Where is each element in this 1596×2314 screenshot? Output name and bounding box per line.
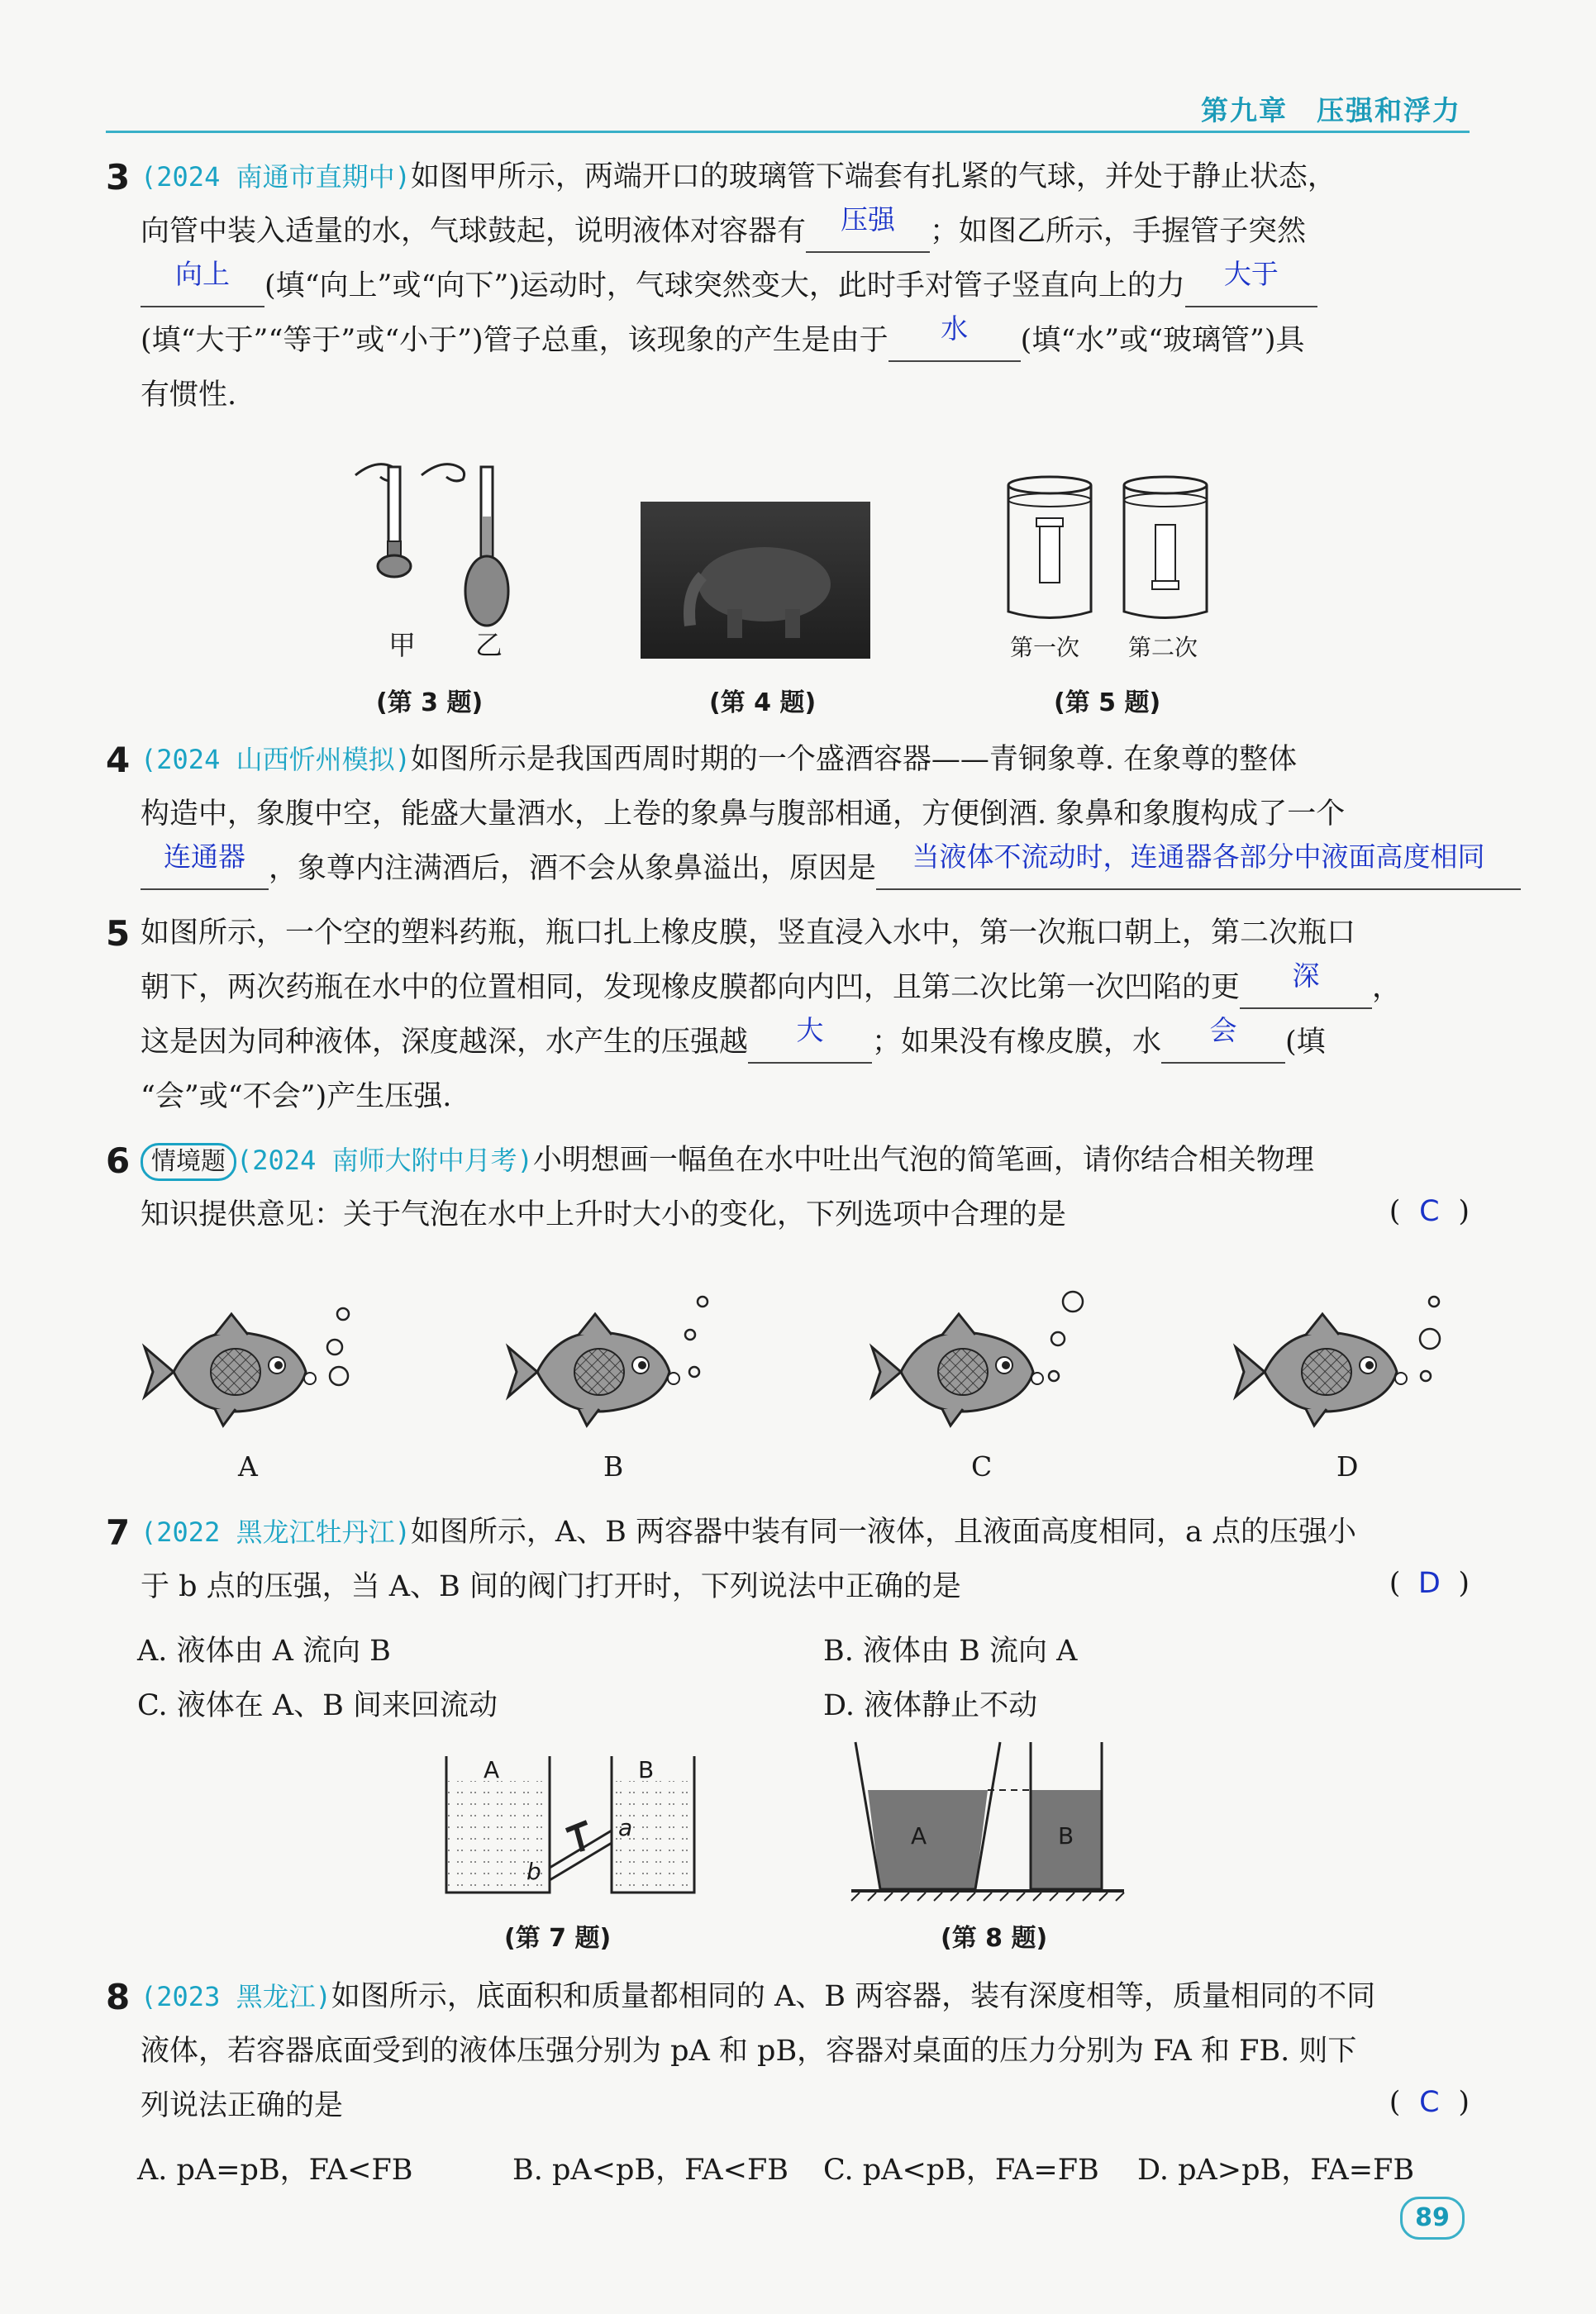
q8-option-b[interactable]: B. pA<pB，FA<FB — [512, 2154, 788, 2187]
figure-5-label-first: 第一次 — [1010, 634, 1080, 661]
q7-option-b[interactable]: B. 液体由 B 流向 A — [823, 1635, 1078, 1668]
medicine-bottle-up — [1036, 518, 1063, 583]
hand-icon — [355, 464, 465, 481]
answer-blank[interactable]: 水 — [889, 321, 1021, 362]
q8-source: (2023 黑龙江) — [141, 1981, 331, 2012]
figure-label-jia: 甲 — [388, 629, 416, 661]
q7-option-c[interactable]: C. 液体在 A、B 间来回流动 — [137, 1689, 498, 1722]
figure-label-yi: 乙 — [475, 629, 503, 661]
figure-7-caption: (第 7 题) — [504, 1924, 612, 1953]
q4-line1: (2024 山西忻州模拟)如图所示是我国西周时期的一个盛酒容器——青铜象尊. 在象尊的整体 — [141, 743, 1298, 776]
q8-option-a[interactable]: A. pA=pB，FA<FB — [137, 2154, 413, 2187]
q3-line1: (2024 南通市直期中)如图甲所示，两端开口的玻璃管下端套有扎紧的气球，并处于静止状态， — [141, 160, 1336, 193]
q8-option-c[interactable]: C. pA<pB，FA=FB — [823, 2154, 1099, 2187]
fish-option-c — [872, 1292, 1083, 1426]
q8-line3: 列说法正确的是 — [141, 2089, 344, 2122]
q7-option-a[interactable]: A. 液体由 A 流向 B — [137, 1635, 391, 1668]
answer-blank[interactable]: 压强 — [806, 212, 930, 253]
question-number: 6 — [106, 1140, 131, 1181]
q8-line1: (2023 黑龙江)如图所示，底面积和质量都相同的 A、B 两容器，装有深度相等，质量相同的不同 — [141, 1980, 1376, 2013]
figure-7-point-a: a — [618, 1814, 633, 1841]
figure-7-diagram — [442, 1752, 698, 1897]
chapter-title: 第九章 压强和浮力 — [1201, 94, 1461, 126]
figure-8-caption: (第 8 题) — [941, 1924, 1048, 1953]
figure-7-point-b: b — [526, 1858, 541, 1885]
q6-source: (2024 南师大附中月考) — [236, 1145, 533, 1176]
answer-blank[interactable]: 向上 — [141, 266, 264, 307]
figure-7-label-a: A — [484, 1756, 500, 1783]
fish-label-d[interactable]: D — [1336, 1450, 1359, 1483]
fish-options-figure — [141, 1289, 1479, 1455]
figure-5-caption: (第 5 题) — [1054, 688, 1161, 717]
q5-line3: 这是因为同种液体，深度越深，水产生的压强越 大 ；如果没有橡皮膜，水 会 (填 — [141, 1022, 1326, 1064]
fish-option-b — [508, 1297, 707, 1426]
answer-blank[interactable]: 大于 — [1185, 266, 1317, 307]
answer-blank[interactable]: 深 — [1240, 968, 1372, 1009]
q7-source: (2022 黑龙江牡丹江) — [141, 1516, 411, 1548]
q7-line2: 于 b 点的压强，当 A、B 间的阀门打开时，下列说法中正确的是 — [141, 1570, 961, 1603]
q6-line2: 知识提供意见：关于气泡在水中上升时大小的变化，下列选项中合理的是 — [141, 1198, 1067, 1231]
q3-source: (2024 南通市直期中) — [141, 161, 411, 193]
q8-option-d[interactable]: D. pA>pB，FA=FB — [1137, 2154, 1415, 2187]
q8-line2: 液体，若容器底面受到的液体压强分别为 pA 和 pB，容器对桌面的压力分别为 FA 和 FB. 则下 — [141, 2035, 1357, 2068]
figure-7-label-b: B — [638, 1756, 655, 1783]
fish-label-a[interactable]: A — [238, 1450, 258, 1483]
q7-line1: (2022 黑龙江牡丹江)如图所示，A、B 两容器中装有同一液体，且液面高度相同，a 点的压强小 — [141, 1516, 1356, 1549]
figure-5-diagram — [1000, 475, 1248, 624]
question-number: 3 — [106, 157, 131, 198]
bronze-elephant-photo — [641, 502, 870, 659]
q6-answer: ( C ) — [1389, 1195, 1470, 1228]
q3-line5: 有惯性. — [141, 379, 237, 412]
q8-answer: ( C ) — [1389, 2086, 1470, 2119]
q5-line2: 朝下，两次药瓶在水中的位置相同，发现橡皮膜都向内凹，且第二次比第一次凹陷的更 深 ， — [141, 968, 1401, 1009]
question-number: 8 — [106, 1977, 131, 2017]
answer-blank[interactable]: 大 — [748, 1022, 872, 1064]
valve-icon — [566, 1822, 587, 1851]
figure-8-label-b: B — [1058, 1822, 1074, 1850]
q5-line1: 如图所示，一个空的塑料药瓶，瓶口扎上橡皮膜，竖直浸入水中，第一次瓶口朝上，第二次瓶口 — [141, 917, 1356, 950]
q3-line3: 向上 (填“向上”或“向下”)运动时，气球突然变大，此时手对管子竖直向上的力 大于 — [141, 266, 1317, 307]
q4-line2: 构造中，象腹中空，能盛大量酒水，上卷的象鼻与腹部相通，方便倒酒. 象鼻和象腹构成了一个 — [141, 798, 1346, 831]
q6-line1: 情境题 (2024 南师大附中月考)小明想画一幅鱼在水中吐出气泡的简笔画，请你结合相关物理 — [141, 1140, 1314, 1181]
question-number: 7 — [106, 1512, 131, 1553]
fish-label-c[interactable]: C — [971, 1450, 993, 1483]
q4-source: (2024 山西忻州模拟) — [141, 744, 411, 775]
answer-blank[interactable]: 连通器 — [141, 849, 269, 890]
q4-line3: 连通器 ，象尊内注满酒后，酒不会从象鼻溢出，原因是 当液体不流动时，连通器各部分中液面高度相同 — [141, 849, 1521, 890]
medicine-bottle-down — [1152, 525, 1179, 589]
answer-blank[interactable]: 会 — [1161, 1022, 1285, 1064]
fish-option-d — [1236, 1297, 1440, 1426]
figure-5-label-second: 第二次 — [1128, 634, 1198, 661]
q3-line4: (填“大于”“等于”或“小于”)管子总重，该现象的产生是由于 水 (填“水”或“玻璃管”)具 — [141, 321, 1305, 362]
q3-line2: 向管中装入适量的水，气球鼓起，说明液体对容器有 压强 ；如图乙所示，手握管子突然 — [141, 212, 1306, 253]
balloon-a — [378, 555, 411, 577]
page-number: 89 — [1400, 2197, 1465, 2240]
fish-option-a — [145, 1308, 349, 1426]
fish-label-b[interactable]: B — [603, 1450, 624, 1483]
figure-4-caption: (第 4 题) — [709, 688, 817, 717]
q5-line4: “会”或“不会”)产生压强. — [141, 1080, 452, 1113]
q7-option-d[interactable]: D. 液体静止不动 — [823, 1689, 1038, 1722]
question-number: 4 — [106, 740, 131, 780]
balloon-b — [465, 556, 508, 626]
answer-blank[interactable]: 当液体不流动时，连通器各部分中液面高度相同 — [876, 849, 1521, 890]
chapter-header — [106, 89, 1470, 133]
figure-3-diagram — [339, 442, 537, 624]
question-number: 5 — [106, 913, 131, 954]
figure-3-caption: (第 3 题) — [376, 688, 484, 717]
figure-8-label-a: A — [911, 1822, 927, 1850]
scenario-badge: 情境题 — [141, 1143, 236, 1181]
q7-answer: ( D ) — [1389, 1567, 1470, 1600]
figure-8-diagram — [847, 1742, 1128, 1899]
